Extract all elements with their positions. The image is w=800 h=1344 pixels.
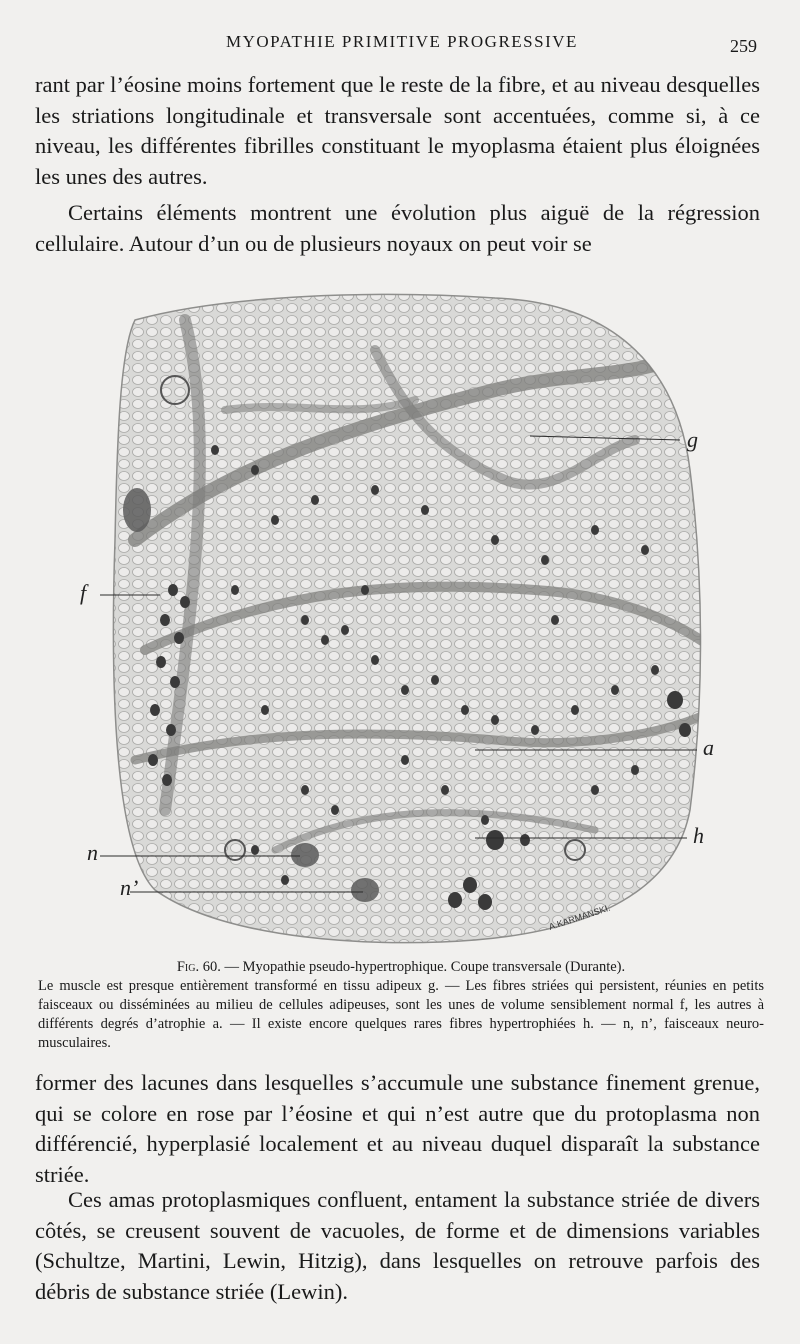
histology-figure [75, 290, 735, 950]
page-header [0, 32, 800, 60]
figure-label-a: a [703, 735, 714, 760]
figure-caption [38, 958, 764, 1053]
caption-figure-number: Fig. 60. [176, 959, 221, 975]
tissue-section [113, 294, 715, 942]
figure-label-n-prime: n’ [120, 875, 139, 900]
figure-label-n: n [87, 840, 98, 865]
body-paragraph-3: former des lacunes dans lesquelles s’accumule une substance finement grenue, qui se colore en rose par l’éosine et qui n’est autre que du protoplasma non différencié, hyperplasié localement et au niveau duquel disparaît la substance striée. [35, 1070, 760, 1187]
caption-title-line [38, 958, 764, 977]
figure-label-h: h [693, 823, 704, 848]
body-paragraph-4: Ces amas protoplasmiques confluent, entament la substance striée de divers côtés, se creusent souvent de vacuoles, de forme et de dimensions variables (Schultze, Martini, Lewin, Hitzig), dans lesquelles on retrouve parfois des débris de substance striée (Lewin). [35, 1187, 760, 1304]
body-paragraph-1: rant par l’éosine moins fortement que le reste de la fibre, et au niveau desquelles les striations longitudinale et transversale sont accentuées, comme si, à ce niveau, les différentes fibrilles constituant le myoplasma étaient plus éloignées les unes des autres. [35, 72, 760, 189]
caption-title: — Myopathie pseudo-hypertrophique. Coupe transversale (Durante). [220, 959, 626, 975]
figure-label-g: g [687, 427, 698, 452]
caption-body: Le muscle est presque entièrement transformé en tissu adipeux g. — Les fibres striées qui persistent, réunies en petits faisceaux ou disséminées au milieu de cellules adipeuses, sont les unes de volume sensiblement normal f, les autres à différents degrés d’atrophie a. — Il existe encore quelques rares fibres hypertrophiées h. — n, n’, faisceaux neuro-musculaires. [38, 978, 764, 1051]
artist-signature: A.KARMANSKI. [547, 902, 612, 932]
figure-illustration [75, 290, 735, 950]
page-number: 259 [730, 36, 757, 56]
running-title: MYOPATHIE PRIMITIVE PROGRESSIVE [226, 32, 578, 51]
body-paragraph-2: Certains éléments montrent une évolution plus aiguë de la régression cellulaire. Autour d’un ou de plusieurs noyaux on peut voir se [35, 200, 760, 256]
figure-label-f: f [80, 580, 87, 605]
